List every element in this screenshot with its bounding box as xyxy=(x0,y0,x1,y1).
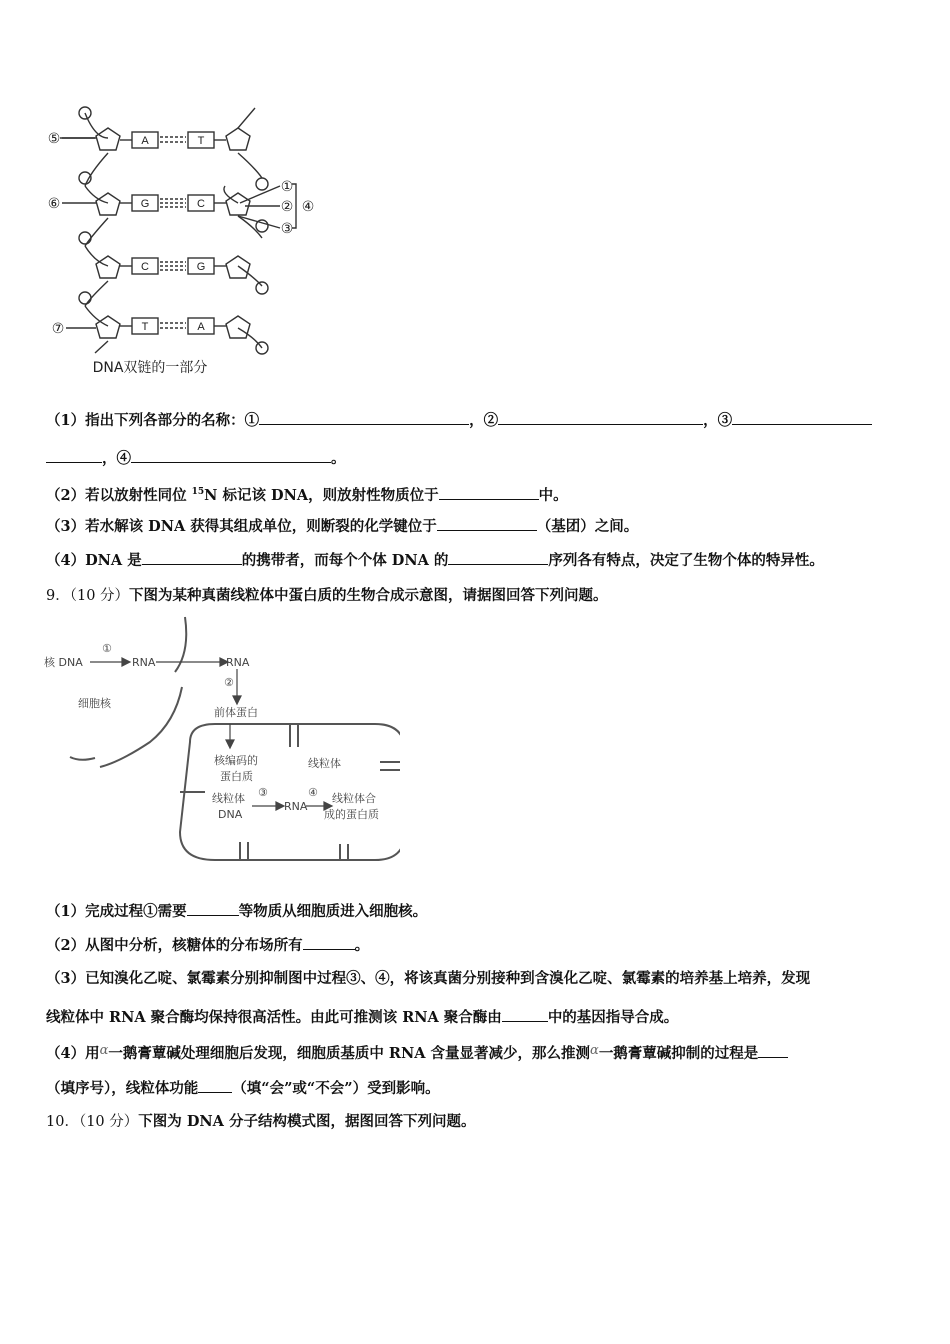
q10-stem xyxy=(46,1112,904,1132)
marker-6: ⑥ xyxy=(47,196,61,212)
q8-part3 xyxy=(46,516,904,537)
answer-blank-9[interactable] xyxy=(187,901,239,916)
fig2-rna-3: RNA xyxy=(284,800,308,813)
q8-p2-lead: （2）若以放射性同位 xyxy=(46,486,192,504)
answer-blank-1[interactable] xyxy=(259,410,469,425)
fig2-nuclear-protein-l2: 蛋白质 xyxy=(220,770,253,783)
q8-p3-lead: （3）若水解该 DNA 获得其组成单位，则断裂的化学键位于 xyxy=(46,518,437,535)
fig2-mitochondrion: 线粒体 xyxy=(308,757,341,770)
answer-blank-6[interactable] xyxy=(437,516,537,531)
q8-p2-mid: N 标记该 DNA，则放射性物质位于 xyxy=(204,486,439,504)
answer-blank-3[interactable] xyxy=(732,410,872,425)
isotope-mass: 15 xyxy=(191,487,205,497)
q8-p4-lead: （4）DNA 是 xyxy=(46,552,142,569)
q8-p3-end: （基团）之间。 xyxy=(536,518,639,535)
q9-p4-mid: 一鹅膏蕈碱处理细胞后发现，细胞质基质中 RNA 含量显著减少，那么推测 xyxy=(108,1045,591,1062)
fig2-precursor-protein: 前体蛋白 xyxy=(214,706,258,719)
marker-5: ⑤ xyxy=(47,131,61,147)
q8-part1-line2 xyxy=(46,448,904,469)
q8-p1-end: 。 xyxy=(331,450,346,467)
base-right-3: G xyxy=(196,261,206,273)
q8-part4 xyxy=(46,550,904,571)
q9-part3-line1 xyxy=(46,969,904,989)
q9-part3-line2 xyxy=(46,1007,904,1028)
q9-stem xyxy=(46,586,904,606)
marker-3: ③ xyxy=(280,221,294,237)
fig2-rna-1: RNA xyxy=(132,656,156,669)
fig2-step-3: ③ xyxy=(258,786,268,799)
dna-double-strand-figure xyxy=(40,98,340,383)
q8-p4-mid: 的携带者，而每个个体 DNA 的 xyxy=(241,552,449,569)
q8-part1-line1 xyxy=(46,410,904,431)
answer-blank-2[interactable] xyxy=(498,410,703,425)
answer-blank-10[interactable] xyxy=(303,935,355,950)
q9-p3b-lead: 线粒体中 RNA 聚合酶均保持很高活性。由此可推测该 RNA 聚合酶由 xyxy=(46,1009,502,1026)
marker-7: ⑦ xyxy=(51,321,65,337)
marker-4: ④ xyxy=(301,199,315,215)
base-left-4: T xyxy=(141,321,149,333)
q8-p1-sep3: ，③ xyxy=(703,412,733,429)
q9-p2-lead: （2）从图中分析，核糖体的分布场所有 xyxy=(46,937,303,954)
answer-blank-8[interactable] xyxy=(448,550,548,565)
fig2-mito-protein-l2: 成的蛋白质 xyxy=(324,808,379,821)
q10-number: 10．（10 分） xyxy=(46,1114,139,1130)
q8-p1-sep2: ，② xyxy=(469,412,499,429)
answer-blank-13[interactable] xyxy=(198,1078,232,1093)
answer-blank-3-cont[interactable] xyxy=(46,448,102,463)
marker-1: ① xyxy=(280,179,294,195)
q9-p3a: （3）已知溴化乙啶、氯霉素分别抑制图中过程③、④，将该真菌分别接种到含溴化乙啶、氯霉素的培养基上培养，发现 xyxy=(46,970,811,987)
answer-blank-5[interactable] xyxy=(439,485,539,500)
q9-stem-text: 下图为某种真菌线粒体中蛋白质的生物合成示意图，请据图回答下列问题。 xyxy=(129,587,608,604)
base-right-1: T xyxy=(197,135,205,147)
alpha-symbol: α xyxy=(99,1043,109,1058)
fig2-mito-dna-l2: DNA xyxy=(218,808,243,821)
fig2-nuclear-protein-l1: 核编码的 xyxy=(214,754,258,767)
q9-part4-line2 xyxy=(46,1078,904,1099)
q9-p4-mid2: 一鹅膏蕈碱抑制的过程是 xyxy=(598,1045,759,1062)
q9-part4-line1 xyxy=(46,1041,904,1064)
q9-p4b-end: （填“会”或“不会”）受到影响。 xyxy=(232,1080,440,1097)
fig2-nuclear-dna: 核 DNA xyxy=(44,656,83,669)
answer-blank-4[interactable] xyxy=(131,448,331,463)
base-right-4: A xyxy=(197,321,205,333)
q9-p2-end: 。 xyxy=(354,937,370,954)
base-left-3: C xyxy=(141,261,149,273)
q8-p2-end: 中。 xyxy=(538,486,568,504)
q9-p1-lead: （1）完成过程①需要 xyxy=(46,903,187,920)
q8-p1-sep4: ，④ xyxy=(102,450,131,467)
alpha-symbol: α xyxy=(590,1043,599,1058)
answer-blank-7[interactable] xyxy=(142,550,242,565)
base-left-2: G xyxy=(140,198,150,210)
answer-blank-11[interactable] xyxy=(502,1007,548,1022)
fig2-mito-protein-l1: 线粒体合 xyxy=(332,792,376,805)
q8-part2 xyxy=(46,482,904,506)
q9-part1 xyxy=(46,901,904,922)
base-left-1: A xyxy=(141,135,149,147)
fig2-rna-2: RNA xyxy=(226,656,250,669)
q9-p3b-end: 中的基因指导合成。 xyxy=(547,1009,679,1026)
q9-p4b-lead: （填序号），线粒体功能 xyxy=(46,1080,199,1097)
fig2-step-4: ④ xyxy=(308,786,318,799)
figure1-caption: DNA双链的一部分 xyxy=(92,360,208,376)
fig2-mito-dna-l1: 线粒体 xyxy=(212,792,245,805)
fig2-step-1: ① xyxy=(102,642,112,655)
base-right-2: C xyxy=(197,198,205,210)
fig2-step-2: ② xyxy=(224,676,234,689)
q10-stem-text: 下图为 DNA 分子结构模式图，据图回答下列问题。 xyxy=(138,1113,476,1130)
mitochondria-protein-synthesis-figure xyxy=(40,612,400,867)
fig2-nucleus: 细胞核 xyxy=(78,697,111,710)
q9-p1-end: 等物质从细胞质进入细胞核。 xyxy=(238,903,428,920)
q9-number: 9．（10 分） xyxy=(46,588,130,604)
q8-p4-end: 序列各有特点，决定了生物个体的特异性。 xyxy=(548,552,824,569)
q8-p1-lead: （1）指出下列各部分的名称：① xyxy=(46,412,260,429)
marker-2: ② xyxy=(280,199,294,215)
q9-p4-lead: （4）用 xyxy=(46,1045,100,1062)
q9-part2 xyxy=(46,935,904,956)
answer-blank-12[interactable] xyxy=(758,1043,788,1058)
